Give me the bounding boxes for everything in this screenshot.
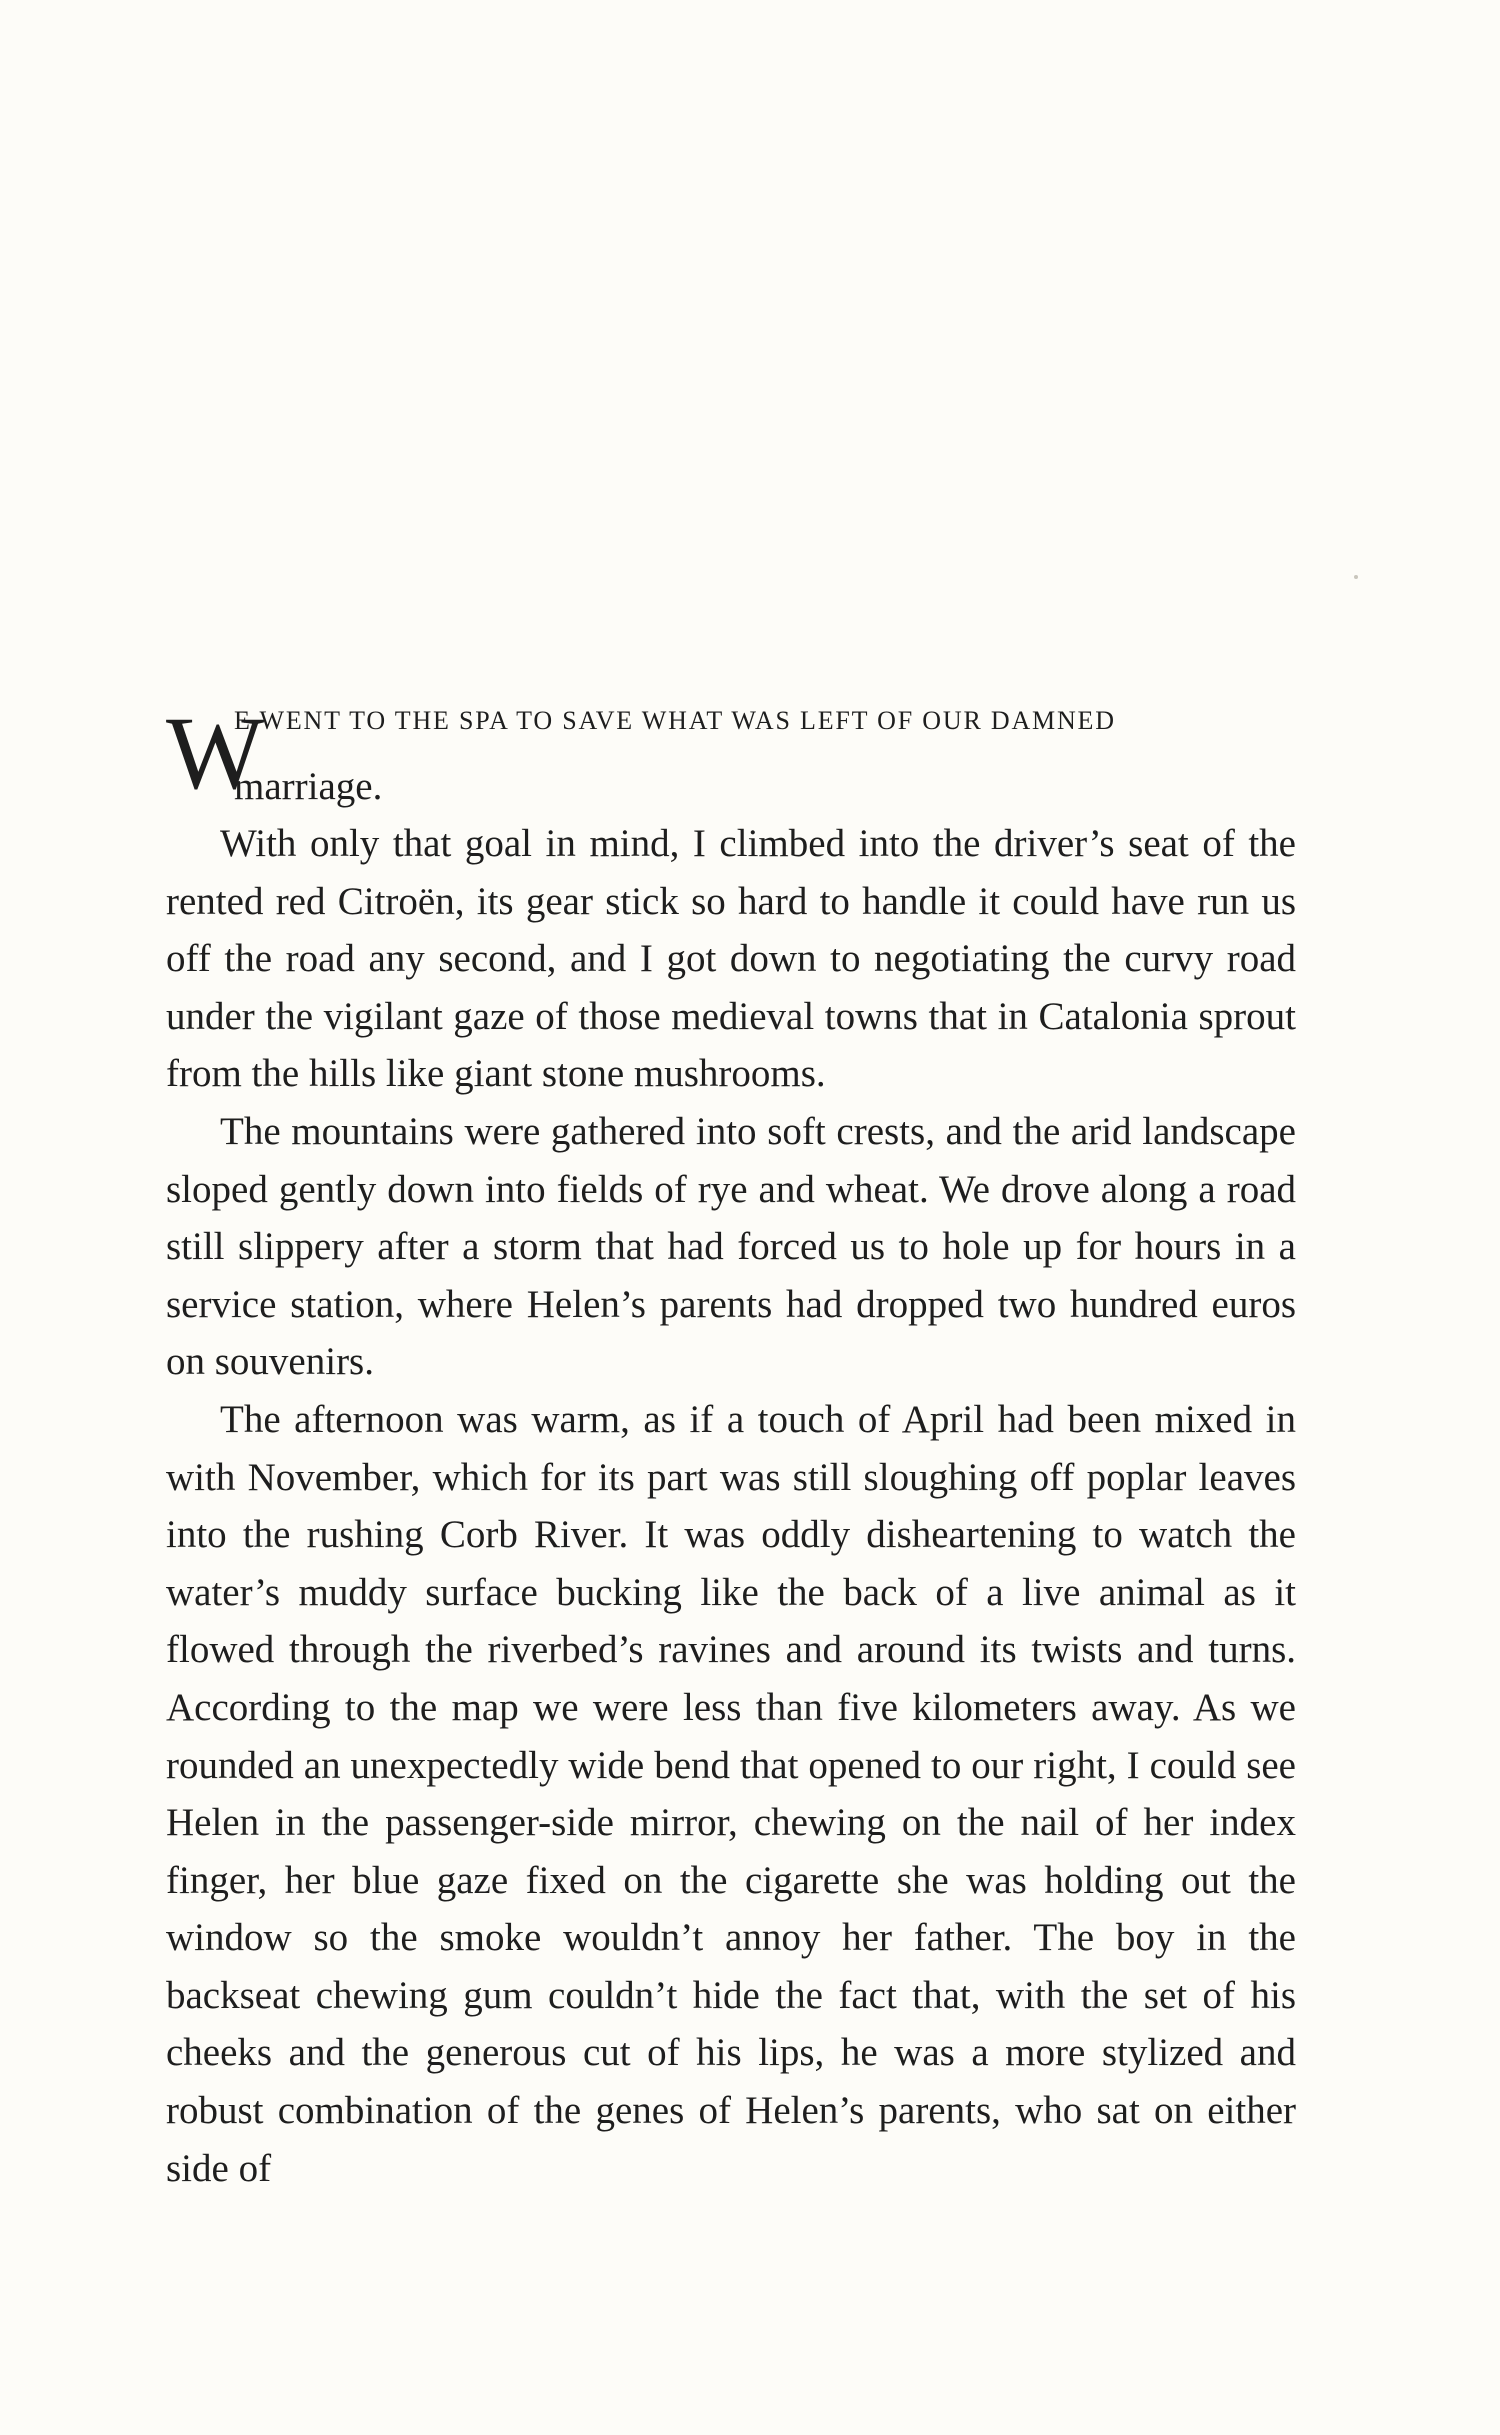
chapter-opening — [166, 696, 1296, 815]
paper-speck — [1354, 575, 1358, 579]
body-text — [166, 696, 1296, 2197]
paragraph-3: The afternoon was warm, as if a touch of April had been mixed in with November, which for its part was still sloughing off poplar leaves into the rushing Corb River. It was oddly disheartening to watch the water’s muddy surface bucking like the back of a live animal as it flowed through the riverbed’s ravines and around its twists and turns. According to the map we were less than five kilometers away. As we rounded an unexpectedly wide bend that opened to our right, I could see Helen in the passenger-side mirror, chewing on the nail of her index finger, her blue gaze fixed on the cigarette she was holding out the window so the smoke wouldn’t annoy her father. The boy in the backseat chewing gum couldn’t hide the fact that, with the set of his cheeks and the generous cut of his lips, he was a more stylized and robust combination of the genes of Helen’s parents, who sat on either side of — [166, 1397, 1296, 2190]
paragraph-1: With only that goal in mind, I climbed into the driver’s seat of the rented red Citroën, its gear stick so hard to handle it could have run us off the road any second, and I got down to negotiating the curvy road under the vigilant gaze of those medieval towns that in Catalonia sprout from the hills like giant stone mushrooms. — [166, 822, 1296, 1096]
opening-smallcaps-line: E WENT TO THE SPA TO SAVE WHAT WAS LEFT OF OUR DAMNED — [234, 706, 1116, 735]
drop-cap: W — [166, 696, 265, 811]
opening-line-rest: marriage. — [234, 765, 383, 808]
paragraph-2: The mountains were gathered into soft crests, and the arid landscape sloped gently down into fields of rye and wheat. We drove along a road still slippery after a storm that had forced us to hole up for hours in a service station, where Helen’s parents had dropped two hundred euros on souvenirs. — [166, 1109, 1296, 1384]
